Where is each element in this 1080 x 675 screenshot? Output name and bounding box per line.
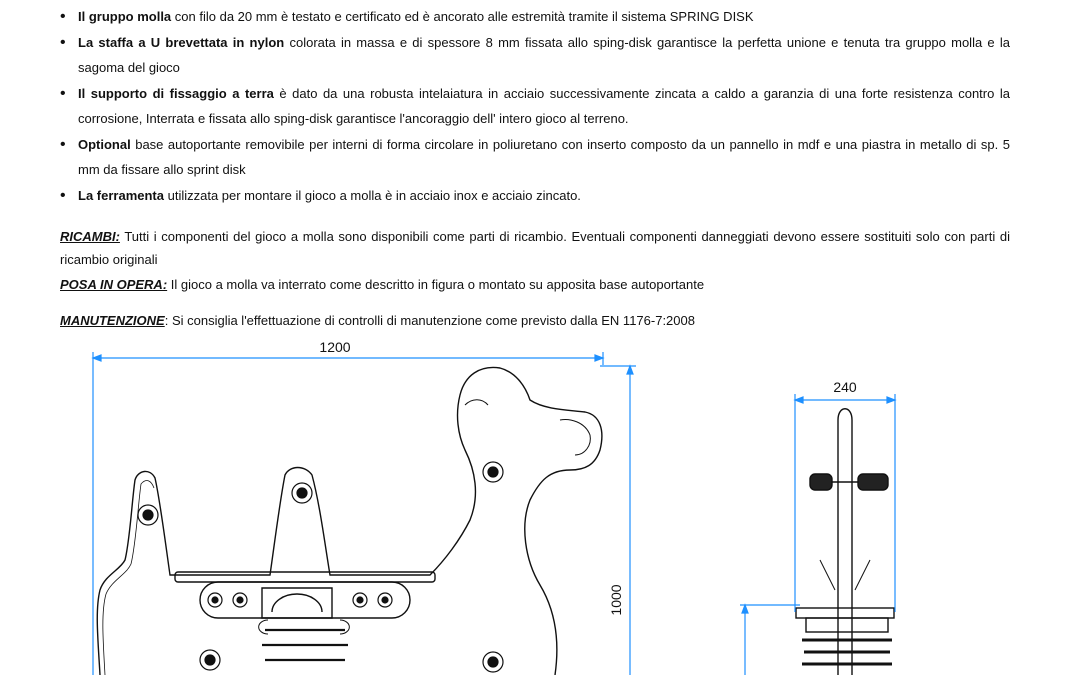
list-item: • La staffa a U brevettata in nylon colorata in massa e di spessore 8 mm fissata allo sping-disk garantisce la perfetta unione e tenuta tra gruppo molla e la sagoma del gioco: [60, 30, 1010, 81]
depth-dimension: [740, 394, 895, 675]
bolt-holes: [138, 462, 503, 672]
list-item: • Optional base autoportante removibile per interni di forma circolare in poliuretano con inserto composto da un pannello in mdf e una piastra in metallo di sp. 5 mm da fissare allo sprint disk: [60, 132, 1010, 183]
manutenzione-paragraph: MANUTENZIONE: Si consiglia l'effettuazione di controlli di manutenzione come previsto dalla EN 1176-7:2008: [60, 313, 695, 328]
list-item: • Il gruppo molla con filo da 20 mm è testato e certificato ed è ancorato alle estremità tramite il sistema SPRING DISK: [60, 4, 1010, 30]
list-item: • Il supporto di fissaggio a terra è dato da una robusta intelaiatura in acciaio successivamente zincata a caldo a garanzia di una forte resistenza contro la corrosione, Interrata e fissata allo sping-disk garantisce l'ancoraggio dell' intero gioco al terreno.: [60, 81, 1010, 132]
camel-silhouette: [97, 367, 602, 675]
depth-dimension-label: 240: [833, 379, 857, 395]
technical-drawing: [0, 335, 1080, 675]
features-list: [60, 4, 1010, 208]
posa-paragraph: POSA IN OPERA: Il gioco a molla va interrato come descritto in figura o montato su apposita base autoportante: [60, 277, 705, 292]
list-item: • La ferramenta utilizzata per montare il gioco a molla è in acciaio inox e acciaio zincato.: [60, 183, 1010, 209]
height-dimension-label: 1000: [608, 584, 624, 616]
height-dimension: [600, 366, 636, 675]
side-view: [796, 409, 894, 675]
ricambi-paragraph: RICAMBI: Tutti i componenti del gioco a molla sono disponibili come parti di ricambio. Eventuali componenti danneggiati devono essere sostituiti solo con parti di ricambio originali: [60, 229, 1010, 267]
width-dimension-label: 1200: [319, 339, 351, 355]
